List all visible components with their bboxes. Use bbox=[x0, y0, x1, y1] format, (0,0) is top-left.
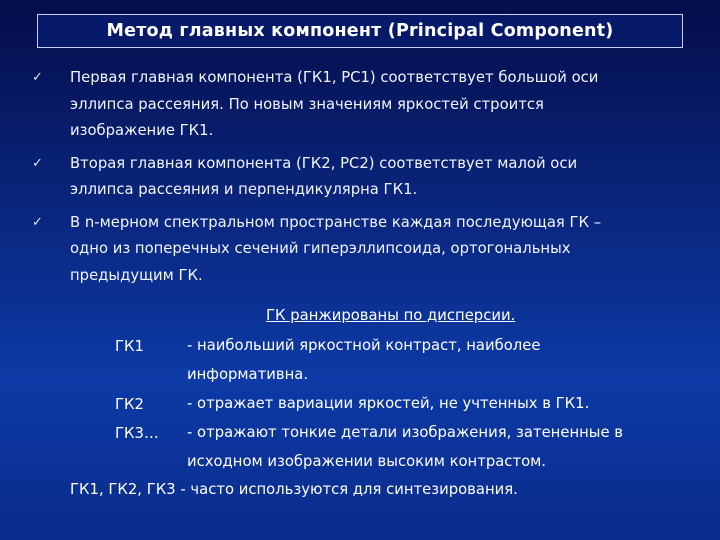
slide-title: Метод главных компонент (Principal Component) bbox=[106, 21, 614, 41]
component-label-gk1: ГК1 bbox=[115, 338, 144, 355]
bullet-item-1 bbox=[32, 65, 672, 145]
bullet-line: В n-мерном спектральном пространстве каждая последующая ГК – bbox=[70, 213, 602, 231]
bullet-item-3 bbox=[32, 210, 672, 290]
checkmark-icon: ✓ bbox=[32, 155, 43, 171]
component-label-gk2: ГК2 bbox=[115, 396, 144, 413]
component-desc-gk3-line1: - отражают тонкие детали изображения, затененные в bbox=[187, 424, 624, 441]
bullet-item-2 bbox=[32, 151, 672, 204]
component-desc-gk1-line2: информативна. bbox=[187, 366, 309, 383]
footer-note: ГК1, ГК2, ГК3 - часто используются для синтезирования. bbox=[70, 481, 518, 498]
component-desc-gk2-line1: - отражает вариации яркостей, не учтенных в ГК1. bbox=[187, 395, 590, 412]
bullet-line: Вторая главная компонента (ГК2, PC2) соответствует малой оси bbox=[70, 154, 578, 172]
bullet-line: изображение ГК1. bbox=[70, 122, 214, 139]
bullet-line: одно из поперечных сечений гиперэллипсоида, ортогональных bbox=[70, 240, 571, 257]
component-desc-gk1-line1: - наибольший яркостной контраст, наиболее bbox=[187, 337, 541, 354]
ranked-heading: ГК ранжированы по дисперсии. bbox=[266, 307, 516, 324]
bullet-line: Первая главная компонента (ГК1, PC1) соответствует большой оси bbox=[70, 69, 599, 86]
bullet-line: предыдущим ГК. bbox=[70, 266, 203, 284]
bullet-line: эллипса рассеяния и перпендикулярна ГК1. bbox=[70, 181, 418, 198]
checkmark-icon: ✓ bbox=[32, 70, 43, 85]
bullet-line: эллипса рассеяния. По новым значениям яркостей строится bbox=[70, 95, 544, 113]
bullet-list bbox=[32, 65, 672, 289]
component-desc-gk3-line2: исходном изображении высоким контрастом. bbox=[187, 453, 546, 470]
component-label-gk3: ГК3… bbox=[115, 425, 159, 442]
checkmark-icon: ✓ bbox=[32, 214, 43, 230]
slide-title-box bbox=[37, 14, 683, 48]
